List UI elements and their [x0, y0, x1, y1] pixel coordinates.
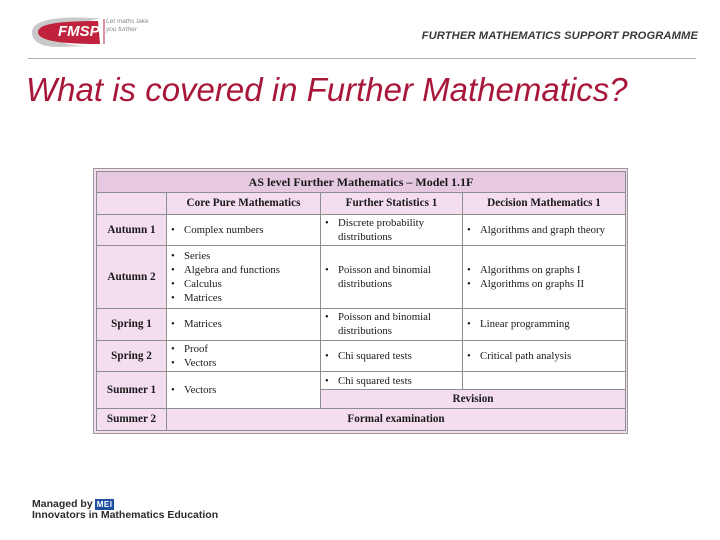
term-label: Summer 2 — [97, 408, 167, 430]
list-item: • Proof — [184, 342, 316, 356]
list-item: • Algorithms on graphs II — [480, 277, 621, 291]
term-column-header — [97, 193, 167, 214]
table-row — [97, 214, 626, 245]
decision-cell — [463, 246, 626, 309]
list-item: • Algorithms and graph theory — [480, 223, 621, 237]
term-label: Spring 2 — [97, 340, 167, 371]
course-table — [96, 171, 626, 431]
core-cell — [167, 372, 321, 409]
list-item: • Algorithms on graphs I — [480, 263, 621, 277]
decision-cell — [463, 340, 626, 371]
core-cell — [167, 214, 321, 245]
revision-cell: Revision — [321, 390, 626, 408]
table-row — [97, 246, 626, 309]
header-divider — [28, 58, 696, 59]
table-row — [97, 309, 626, 340]
decision-cell — [463, 309, 626, 340]
exam-cell: Formal examination — [167, 408, 626, 430]
mei-logo: MEI — [96, 500, 113, 509]
stats-cell — [321, 372, 463, 390]
list-item: • Chi squared tests — [338, 349, 458, 363]
stats-cell — [321, 246, 463, 309]
stats-cell — [321, 309, 463, 340]
fmsp-logo — [28, 14, 156, 50]
footer-credit — [32, 499, 218, 521]
table-row — [97, 340, 626, 371]
programme-name: FURTHER MATHEMATICS SUPPORT PROGRAMME — [421, 30, 698, 42]
table-row — [97, 372, 626, 390]
table-row — [97, 408, 626, 430]
table-title: AS level Further Mathematics – Model 1.1F — [97, 172, 626, 193]
org-name: Innovators in Mathematics Education — [32, 509, 219, 521]
slide-title: What is covered in Further Mathematics? — [26, 71, 628, 108]
course-table-frame — [93, 168, 628, 434]
decision-cell — [463, 214, 626, 245]
column-header-core: Core Pure Mathematics — [167, 193, 321, 214]
list-item: • Poisson and binomial distributions — [338, 263, 458, 291]
core-cell — [167, 309, 321, 340]
term-label: Autumn 1 — [97, 214, 167, 245]
term-label: Spring 1 — [97, 309, 167, 340]
decision-cell-empty — [463, 372, 626, 390]
list-item: • Poisson and binomial distributions — [338, 310, 458, 338]
list-item: • Algebra and functions — [184, 263, 316, 277]
list-item: • Calculus — [184, 277, 316, 291]
core-cell — [167, 246, 321, 309]
term-label: Summer 1 — [97, 372, 167, 409]
core-cell — [167, 340, 321, 371]
list-item: • Vectors — [184, 383, 316, 397]
list-item: • Matrices — [184, 317, 316, 331]
term-label: Autumn 2 — [97, 246, 167, 309]
logo-tagline: Let maths take you further — [106, 18, 149, 33]
list-item: • Series — [184, 249, 316, 263]
stats-cell — [321, 340, 463, 371]
column-header-decision: Decision Mathematics 1 — [463, 193, 626, 214]
list-item: • Vectors — [184, 356, 316, 370]
list-item: • Complex numbers — [184, 223, 316, 237]
list-item: • Chi squared tests — [338, 374, 458, 388]
list-item: • Discrete probability distributions — [338, 216, 458, 244]
list-item: • Critical path analysis — [480, 349, 621, 363]
list-item: • Matrices — [184, 291, 316, 305]
managed-by-label: Managed by — [32, 498, 93, 510]
list-item: • Linear programming — [480, 317, 621, 331]
column-header-stats: Further Statistics 1 — [321, 193, 463, 214]
stats-cell — [321, 214, 463, 245]
logo-text: FMSP — [58, 23, 100, 40]
